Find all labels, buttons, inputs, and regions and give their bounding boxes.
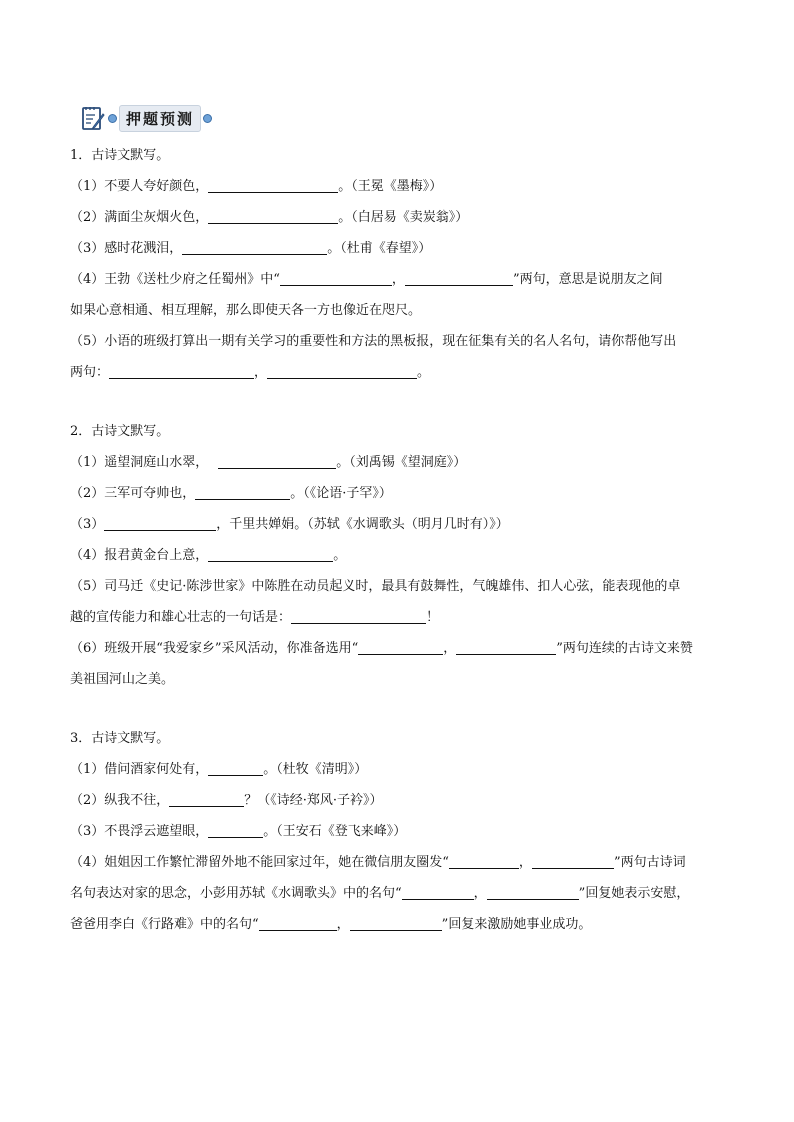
answer-blank[interactable] [267, 363, 417, 379]
question-line [70, 447, 730, 478]
question-list [70, 140, 730, 940]
text-segment: 。（《论语·子罕》） [290, 486, 392, 501]
answer-blank[interactable] [195, 484, 290, 500]
question-line [70, 664, 730, 695]
answer-blank[interactable] [104, 515, 216, 531]
answer-blank[interactable] [358, 639, 443, 655]
text-segment: ”两句，意思是说朋友之间 [512, 272, 663, 287]
answer-blank[interactable] [487, 884, 579, 900]
question-line [70, 909, 730, 940]
text-segment: ， [518, 855, 532, 870]
text-segment: （5）司马迁《史记·陈涉世家》中陈胜在动员起义时，最具有鼓舞性，气魄雄伟、扣人心弦，能表现他的卓 [70, 579, 681, 594]
text-segment: （3） [70, 517, 105, 532]
text-segment: （1）借问酒家何处有， [70, 762, 209, 777]
question-title: 1．古诗文默写。 [70, 148, 170, 163]
answer-blank[interactable] [402, 884, 474, 900]
text-segment: 名句表达对家的思念，小彭用苏轼《水调歌头》中的名句“ [70, 886, 402, 901]
text-segment: （4）姐姐因工作繁忙滞留外地不能回家过年，她在微信朋友圈发“ [70, 855, 449, 870]
text-segment: （4）王勃《送杜少府之任蜀州》中“ [70, 272, 280, 287]
question-line [70, 264, 730, 295]
text-segment: （5）小语的班级打算出一期有关学习的重要性和方法的黑板报，现在征集有关的名人名句，请你帮他写出 [70, 334, 677, 349]
text-segment: ”两句古诗词 [613, 855, 686, 870]
text-segment: ， [336, 917, 350, 932]
text-segment: （3）感时花溅泪， [70, 241, 183, 256]
question-line [70, 202, 730, 233]
question-line [70, 785, 730, 816]
text-segment: （4）报君黄金台上意， [70, 548, 209, 563]
question-title: 2．古诗文默写。 [70, 424, 170, 439]
text-segment: ”两句连续的古诗文来赞 [556, 641, 693, 656]
answer-blank[interactable] [169, 791, 244, 807]
answer-blank[interactable] [405, 270, 513, 286]
question-line [70, 878, 730, 909]
text-segment: 越的宣传能力和雄心壮志的一句话是： [70, 610, 292, 625]
text-segment: （1）不要人夸好颜色， [70, 179, 209, 194]
answer-blank[interactable] [208, 177, 338, 193]
answer-blank[interactable] [259, 915, 337, 931]
answer-blank[interactable] [532, 853, 614, 869]
text-segment: 如果心意相通、相互理解，那么即使天各一方也像近在咫尺。 [70, 303, 422, 318]
bullet-dot-icon [203, 114, 212, 123]
answer-blank[interactable] [208, 822, 263, 838]
text-segment: （1）遥望洞庭山水翠， [70, 455, 209, 470]
answer-blank[interactable] [449, 853, 519, 869]
text-segment: 。（白居易《卖炭翁》） [338, 210, 469, 225]
question-line [70, 816, 730, 847]
text-segment: （2）三军可夺帅也， [70, 486, 196, 501]
answer-blank[interactable] [291, 608, 426, 624]
answer-blank[interactable] [280, 270, 392, 286]
text-segment: ， [254, 365, 268, 380]
question-line [70, 295, 730, 326]
bullet-dot-icon [108, 114, 117, 123]
text-segment: （2）纵我不往， [70, 793, 170, 808]
question-line [70, 633, 730, 664]
question-title: 3．古诗文默写。 [70, 731, 170, 746]
text-segment: ！ [426, 610, 440, 625]
question-block [70, 723, 730, 940]
text-segment: 。（王安石《登飞来峰》） [263, 824, 407, 839]
question-line [70, 509, 730, 540]
question-line [70, 571, 730, 602]
text-segment: （2）满面尘灰烟火色， [70, 210, 209, 225]
text-segment: （3）不畏浮云遮望眼， [70, 824, 209, 839]
answer-blank[interactable] [350, 915, 442, 931]
text-segment: ”回复她表示安慰， [578, 886, 690, 901]
answer-blank[interactable] [218, 453, 336, 469]
question-line [70, 602, 730, 633]
notebook-pencil-icon [80, 105, 106, 131]
text-segment: 。（刘禹锡《望洞庭》） [336, 455, 467, 470]
text-segment: 。 [417, 365, 431, 380]
question-line [70, 233, 730, 264]
question-line [70, 171, 730, 202]
text-segment: 爸爸用李白《行路难》中的名句“ [70, 917, 259, 932]
section-title: 押题预测 [119, 105, 201, 132]
answer-blank[interactable] [109, 363, 254, 379]
question-line [70, 540, 730, 571]
text-segment: （6）班级开展“我爱家乡”采风活动，你准备选用“ [70, 641, 359, 656]
text-segment: ？（《诗经·郑风·子衿》） [244, 793, 383, 808]
text-segment: ，千里共婵娟。（苏轼《水调歌头（明月几时有）》） [216, 517, 509, 532]
question-line [70, 326, 730, 357]
answer-blank[interactable] [208, 546, 333, 562]
answer-blank[interactable] [182, 239, 327, 255]
answer-blank[interactable] [208, 208, 338, 224]
question-line [70, 478, 730, 509]
question-line [70, 754, 730, 785]
question-line [70, 357, 730, 388]
text-segment: 两句： [70, 365, 110, 380]
question-line [70, 847, 730, 878]
answer-blank[interactable] [208, 760, 263, 776]
text-segment: ， [391, 272, 405, 287]
text-segment: 。（王冕《墨梅》） [338, 179, 443, 194]
text-segment: ， [443, 641, 457, 656]
text-segment: ， [473, 886, 487, 901]
question-block [70, 416, 730, 695]
text-segment: 。（杜牧《清明》） [263, 762, 368, 777]
text-segment: ”回复来激励她事业成功。 [441, 917, 592, 932]
question-block [70, 140, 730, 388]
answer-blank[interactable] [456, 639, 556, 655]
text-segment: 。 [333, 548, 347, 563]
text-segment: 。（杜甫《春望》） [327, 241, 432, 256]
section-header [80, 104, 214, 132]
text-segment: 美祖国河山之美。 [70, 672, 175, 687]
